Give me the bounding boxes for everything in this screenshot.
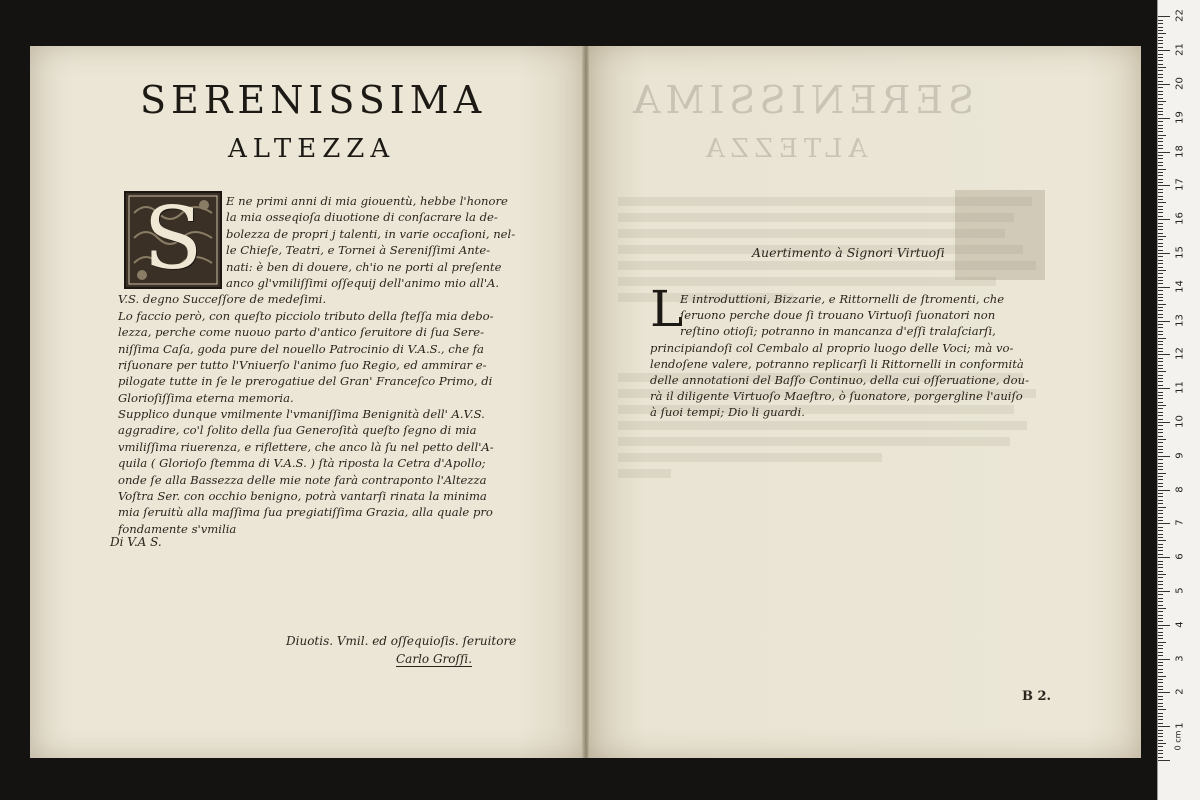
ruler-number: 2	[1174, 688, 1186, 696]
measuring-ruler	[1157, 0, 1200, 800]
ruler-tick	[1158, 81, 1163, 82]
ruler-tick	[1158, 476, 1163, 477]
ruler-tick	[1158, 87, 1163, 88]
ruler-tick	[1158, 615, 1163, 616]
ruler-tick	[1158, 108, 1163, 109]
ruler-tick	[1158, 405, 1166, 406]
ruler-tick	[1158, 632, 1163, 633]
ruler-tick	[1158, 500, 1163, 501]
ruler-tick	[1158, 740, 1163, 741]
ruler-tick	[1158, 358, 1163, 359]
signature-name: Carlo Groſſi.	[396, 652, 473, 666]
ruler-tick	[1158, 202, 1166, 203]
ruler-tick	[1158, 577, 1163, 578]
ruler-tick	[1158, 594, 1163, 595]
ruler-tick	[1158, 77, 1163, 78]
ruler-tick	[1158, 598, 1163, 599]
ruler-number: 1	[1174, 722, 1186, 729]
notice-text	[650, 291, 1055, 421]
ruler-tick	[1158, 510, 1163, 511]
ruler-tick	[1158, 206, 1163, 207]
ruler-tick	[1158, 179, 1163, 180]
text-line: principiandoſi col Cembalo al proprio luogo delle Voci; mà vo-	[650, 340, 1014, 355]
ruler-number: 17	[1174, 178, 1186, 192]
ruler-tick	[1158, 479, 1163, 480]
ruler-tick	[1158, 162, 1163, 163]
ruler-tick	[1158, 287, 1170, 288]
ruler-tick	[1158, 310, 1163, 311]
ruler-tick	[1158, 155, 1163, 156]
ruler-tick	[1158, 591, 1170, 592]
text-line: à ſuoi tempi; Dio li guardi.	[650, 405, 805, 420]
text-line: aggradire, co'l ſolito della ſua Generoſità queſto ſegno di mia	[118, 423, 477, 438]
ruler-tick	[1158, 348, 1163, 349]
ruler-tick	[1158, 239, 1163, 240]
ruler-tick	[1158, 141, 1163, 142]
ruler-tick	[1158, 750, 1163, 751]
ruler-tick	[1158, 250, 1163, 251]
ruler-tick	[1158, 567, 1163, 568]
ruler-tick	[1158, 256, 1163, 257]
ruler-tick	[1158, 716, 1163, 717]
ruler-tick	[1158, 459, 1163, 460]
ruler-number: 8	[1174, 485, 1186, 493]
ruler-tick	[1158, 283, 1163, 284]
ruler-tick	[1158, 527, 1163, 528]
ruler-tick	[1158, 662, 1163, 663]
ruler-tick	[1158, 125, 1163, 126]
ruler-tick	[1158, 486, 1163, 487]
ruler-tick	[1158, 219, 1170, 220]
ruler-tick	[1158, 757, 1163, 758]
ruler-tick	[1158, 652, 1163, 653]
text-line: riſuonare per tutto l'Vniuerſo l'animo ſuo Regio, ed ammirar e-	[118, 357, 487, 372]
ruler-tick	[1158, 743, 1166, 744]
text-line: fondamente s'vmilia	[118, 521, 237, 536]
ruler-tick	[1158, 496, 1163, 497]
text-line: vmiliſſima riuerenza, e riflettere, che anco là ſu nel petto dell'A-	[118, 439, 494, 454]
ruler-tick	[1158, 628, 1163, 629]
text-line: E introduttioni, Bizzarie, e Rittornelli de ſtromenti, che	[680, 292, 1005, 306]
ruler-tick	[1158, 378, 1163, 379]
ruler-tick	[1158, 277, 1163, 278]
ruler-number: 22	[1174, 9, 1186, 23]
text-line: Glorioſiſſima eterna memoria.	[118, 390, 294, 405]
ruler-number: 4	[1174, 621, 1186, 628]
ruler-tick	[1158, 84, 1170, 85]
ruler-tick	[1158, 574, 1166, 575]
ruler-tick	[1158, 128, 1163, 129]
ruler-tick	[1158, 111, 1163, 112]
ruler-tick	[1158, 540, 1166, 541]
ruler-tick	[1158, 642, 1166, 643]
text-line: pilogate tutte in ſe le prerogatiue del Gran' Franceſco Primo, di	[118, 374, 493, 389]
ruler-tick	[1158, 564, 1163, 565]
ruler-tick	[1158, 91, 1163, 92]
ruler-tick	[1158, 57, 1163, 58]
ruler-tick	[1158, 392, 1163, 393]
ruler-tick	[1158, 74, 1163, 75]
ruler-tick	[1158, 419, 1163, 420]
ruler-tick	[1158, 20, 1163, 21]
ruler-tick	[1158, 199, 1163, 200]
ruler-tick	[1158, 686, 1163, 687]
ruler-tick	[1158, 547, 1163, 548]
ruler-tick	[1158, 415, 1163, 416]
ruler-tick	[1158, 375, 1163, 376]
ruler-tick	[1158, 730, 1163, 731]
ruler-tick	[1158, 672, 1163, 673]
ruler-tick	[1158, 466, 1163, 467]
ruler-tick	[1158, 294, 1163, 295]
ruler-tick	[1158, 121, 1163, 122]
ruler-tick	[1158, 692, 1170, 693]
ruler-tick	[1158, 611, 1163, 612]
ruler-tick	[1158, 185, 1170, 186]
ruler-tick	[1158, 246, 1163, 247]
ruler-tick	[1158, 608, 1166, 609]
ruler-tick	[1158, 273, 1163, 274]
ruler-tick	[1158, 209, 1163, 210]
ruler-tick	[1158, 192, 1163, 193]
ruler-tick	[1158, 483, 1163, 484]
ruler-tick	[1158, 327, 1163, 328]
ruler-tick	[1158, 517, 1163, 518]
ruler-tick	[1158, 520, 1163, 521]
ruler-tick	[1158, 561, 1163, 562]
ruler-tick	[1158, 588, 1163, 589]
ruler-tick	[1158, 513, 1163, 514]
ruler-tick	[1158, 605, 1163, 606]
text-line: lezza, perche come nuouo parto d'antico ſeruitore di ſua Sere-	[118, 325, 485, 340]
ruler-tick	[1158, 746, 1163, 747]
ruler-tick	[1158, 429, 1163, 430]
ruler-tick	[1158, 385, 1163, 386]
ruler-tick	[1158, 60, 1163, 61]
text-line: delle annotationi del Baſſo Continuo, della cui oſſeruatione, dou-	[650, 372, 1029, 387]
ruler-tick	[1158, 314, 1163, 315]
ruler-tick	[1158, 212, 1163, 213]
ruler-tick	[1158, 760, 1170, 761]
ruler-tick	[1158, 233, 1163, 234]
ruler-tick	[1158, 253, 1170, 254]
ruler-tick	[1158, 530, 1163, 531]
ruler-tick	[1158, 361, 1163, 362]
text-line: E ne primi anni di mia giouentù, hebbe l'honore	[226, 194, 508, 208]
ruler-tick	[1158, 581, 1163, 582]
ruler-tick	[1158, 439, 1166, 440]
ruler-tick	[1158, 388, 1170, 389]
ruler-tick	[1158, 507, 1166, 508]
ruler-tick	[1158, 67, 1166, 68]
dropcap-letter: S	[143, 189, 203, 289]
ruler-tick	[1158, 659, 1170, 660]
ruler-tick	[1158, 452, 1163, 453]
ruler-tick	[1158, 40, 1163, 41]
ruler-number: 19	[1174, 110, 1186, 124]
ruler-number: 14	[1174, 279, 1186, 293]
closing-salutation: Di V.A S.	[110, 535, 162, 549]
text-line: Voſtra Ser. con occhio benigno, potrà vantarſi rinata la minima	[118, 489, 487, 504]
text-line: ſeruono perche doue ſi trouano Virtuoſi ſuonatori non	[680, 308, 996, 323]
ruler-tick	[1158, 324, 1163, 325]
ruler-tick	[1158, 189, 1163, 190]
ruler-number: 3	[1174, 654, 1186, 662]
ruler-tick	[1158, 493, 1163, 494]
ruler-tick	[1158, 676, 1166, 677]
ruler-tick	[1158, 216, 1163, 217]
ruler-number: 21	[1174, 43, 1186, 57]
ruler-tick	[1158, 679, 1163, 680]
ruler-number: 5	[1174, 587, 1186, 594]
text-line: V.S. degno Succeſſore de medeſimi.	[118, 292, 327, 307]
ruler-tick	[1158, 172, 1163, 173]
ruler-tick	[1158, 148, 1163, 149]
ruler-tick	[1158, 334, 1163, 335]
ruler-number: 6	[1174, 553, 1186, 560]
ruler-tick	[1158, 402, 1163, 403]
ruler-tick	[1158, 371, 1166, 372]
ruler-tick	[1158, 263, 1163, 264]
text-line: lendoſene valere, potranno replicarſi li Rittornelli in conformità	[650, 356, 1024, 371]
ruler-number: 13	[1174, 313, 1186, 327]
ruler-number: 10	[1174, 415, 1186, 428]
ruler-tick	[1158, 469, 1163, 470]
ruler-tick	[1158, 456, 1170, 457]
ruler-tick	[1158, 534, 1163, 535]
ruler-tick	[1158, 175, 1163, 176]
ruler-tick	[1158, 368, 1163, 369]
ruler-tick	[1158, 638, 1163, 639]
ruler-unit: 0 cm	[1173, 730, 1183, 751]
ruler-tick	[1158, 696, 1163, 697]
ruler-tick	[1158, 104, 1163, 105]
ruler-number: 20	[1174, 77, 1186, 90]
ruler-tick	[1158, 398, 1163, 399]
ruler-tick	[1158, 635, 1163, 636]
text-line: onde ſe alla Bassezza delle mie note farà contraponto l'Altezza	[118, 472, 487, 487]
ruler-tick	[1158, 304, 1166, 305]
ruler-tick	[1158, 473, 1166, 474]
ruler-tick	[1158, 446, 1163, 447]
ruler-tick	[1158, 135, 1166, 136]
ruler-tick	[1158, 432, 1163, 433]
ruler-tick	[1158, 703, 1163, 704]
text-line: anco gl'vmiliſſimi oſſequij dell'animo mio all'A.	[226, 275, 500, 290]
ruler-tick	[1158, 138, 1163, 139]
ruler-tick	[1158, 736, 1163, 737]
ruler-tick	[1158, 365, 1163, 366]
ruler-tick	[1158, 47, 1163, 48]
ruler-tick	[1158, 114, 1163, 115]
ruler-tick	[1158, 64, 1163, 65]
ruler-tick	[1158, 27, 1163, 28]
ruler-tick	[1158, 723, 1163, 724]
dropcap-letter-l: L	[650, 280, 684, 338]
text-line: bolezza de propri j talenti, in varie occaſioni, nel-	[226, 226, 516, 241]
text-line: quila ( Glorioſo ſtemma di V.A.S. ) ſtà riposta la Cetra d'Apollo;	[118, 456, 486, 471]
text-line: mia ſeruitù alla maſſima ſua pregiatiſſima Grazia, alla quale pro	[118, 505, 493, 520]
ruler-tick	[1158, 503, 1163, 504]
ruler-tick	[1158, 307, 1163, 308]
ruler-tick	[1158, 270, 1166, 271]
ruler-tick	[1158, 131, 1163, 132]
ruler-tick	[1158, 449, 1163, 450]
ruler-tick	[1158, 43, 1163, 44]
ruler-tick	[1158, 733, 1163, 734]
text-line: niſſima Caſa, goda pure del nouello Patrocinio di V.A.S., che fa	[118, 341, 484, 356]
ruler-tick	[1158, 229, 1163, 230]
ruler-tick	[1158, 490, 1170, 491]
ruler-tick	[1158, 655, 1163, 656]
ruler-tick	[1158, 648, 1163, 649]
ruler-tick	[1158, 70, 1163, 71]
ruler-tick	[1158, 709, 1166, 710]
text-line: reſtino otioſi; potranno in mancanza d'eſſi tralaſciarſi,	[680, 324, 996, 339]
ruler-tick	[1158, 338, 1166, 339]
ruler-tick	[1158, 297, 1163, 298]
ruler-tick	[1158, 351, 1163, 352]
ruler-tick	[1158, 554, 1163, 555]
ruler-tick	[1158, 158, 1163, 159]
text-line: nati: è ben di douere, ch'io ne porti al preſente	[226, 259, 502, 274]
text-line: rà il diligente Virtuoſo Maeſtro, ò ſuonatore, porgergline l'auiſo	[650, 389, 1023, 404]
ruler-number: 16	[1174, 212, 1186, 226]
ruler-tick	[1158, 223, 1163, 224]
ruler-tick	[1158, 682, 1163, 683]
ruler-tick	[1158, 321, 1170, 322]
ruler-tick	[1158, 618, 1163, 619]
ruler-tick	[1158, 557, 1170, 558]
ruler-number: 11	[1174, 381, 1186, 395]
ruler-tick	[1158, 16, 1170, 17]
ruler-tick	[1158, 408, 1163, 409]
ruler-tick	[1158, 30, 1163, 31]
ruler-tick	[1158, 719, 1163, 720]
text-line: la mia osseqioſa diuotione di conſacrare la de-	[226, 210, 498, 225]
ruler-number: 7	[1174, 519, 1186, 527]
ruler-tick	[1158, 381, 1163, 382]
ruler-tick	[1158, 523, 1170, 524]
ruler-tick	[1158, 152, 1170, 153]
dedication-text	[118, 193, 523, 537]
ruler-number: 9	[1174, 452, 1186, 459]
ruler-number: 18	[1174, 144, 1186, 158]
ruler-tick	[1158, 689, 1163, 690]
text-line: Supplico dunque vmilmente l'vmaniſſima Benignità dell' A.V.S.	[118, 407, 485, 422]
ruler-tick	[1158, 699, 1163, 700]
ruler-tick	[1158, 645, 1163, 646]
ruler-tick	[1158, 713, 1163, 714]
ruler-tick	[1158, 544, 1163, 545]
ruler-tick	[1158, 94, 1163, 95]
ruler-tick	[1158, 169, 1166, 170]
page-number: B 2.	[1022, 689, 1052, 704]
notice-heading: Auertimento à Signori Virtuoſi	[752, 245, 945, 260]
ruler-tick	[1158, 226, 1163, 227]
ruler-tick	[1158, 341, 1163, 342]
ruler-tick	[1158, 182, 1163, 183]
ruler-tick	[1158, 317, 1163, 318]
ruler-tick	[1158, 33, 1166, 34]
ruler-tick	[1158, 706, 1163, 707]
ruler-tick	[1158, 463, 1163, 464]
ruler-tick	[1158, 344, 1163, 345]
ruler-tick	[1158, 23, 1163, 24]
ruler-tick	[1158, 290, 1163, 291]
ruler-tick	[1158, 196, 1163, 197]
ruler-tick	[1158, 571, 1163, 572]
ruler-tick	[1158, 669, 1163, 670]
ruler-tick	[1158, 442, 1163, 443]
ruler-tick	[1158, 665, 1163, 666]
ruler-tick	[1158, 601, 1163, 602]
page-subtitle: ALTEZZA	[228, 134, 396, 164]
ruler-tick	[1158, 753, 1163, 754]
ruler-tick	[1158, 50, 1170, 51]
ruler-tick	[1158, 98, 1163, 99]
ruler-tick	[1158, 118, 1170, 119]
ruler-tick	[1158, 436, 1163, 437]
ruler-number: 15	[1174, 246, 1186, 259]
ruler-tick	[1158, 537, 1163, 538]
ruler-tick	[1158, 145, 1163, 146]
ruler-tick	[1158, 412, 1163, 413]
ruler-tick	[1158, 260, 1163, 261]
ruler-tick	[1158, 425, 1163, 426]
text-line: le Chieſe, Teatri, e Tornei à Sereniſſimi Ante-	[226, 243, 491, 258]
signature-title: Diuotis. Vmil. ed oſſequioſis. ſeruitore	[286, 634, 517, 648]
ruler-tick	[1158, 280, 1163, 281]
ruler-tick	[1158, 621, 1163, 622]
ruler-number: 12	[1174, 347, 1186, 361]
ruler-tick	[1158, 395, 1163, 396]
ruler-tick	[1158, 300, 1163, 301]
ruler-tick	[1158, 236, 1166, 237]
ruler-tick	[1158, 422, 1170, 423]
ruler-tick	[1158, 37, 1163, 38]
ruler-tick	[1158, 354, 1170, 355]
ruler-tick	[1158, 331, 1163, 332]
ruler-tick	[1158, 243, 1163, 244]
page-title: SERENISSIMA	[140, 78, 487, 122]
ruler-tick	[1158, 267, 1163, 268]
ruler-tick	[1158, 726, 1170, 727]
text-line: Lo faccio però, con queſto picciolo tributo della ſteſſa mia debo-	[118, 308, 494, 323]
ruler-tick	[1158, 54, 1163, 55]
ruler-tick	[1158, 550, 1163, 551]
ruler-tick	[1158, 101, 1166, 102]
ruler-tick	[1158, 165, 1163, 166]
ruler-tick	[1158, 625, 1170, 626]
ruler-tick	[1158, 584, 1163, 585]
